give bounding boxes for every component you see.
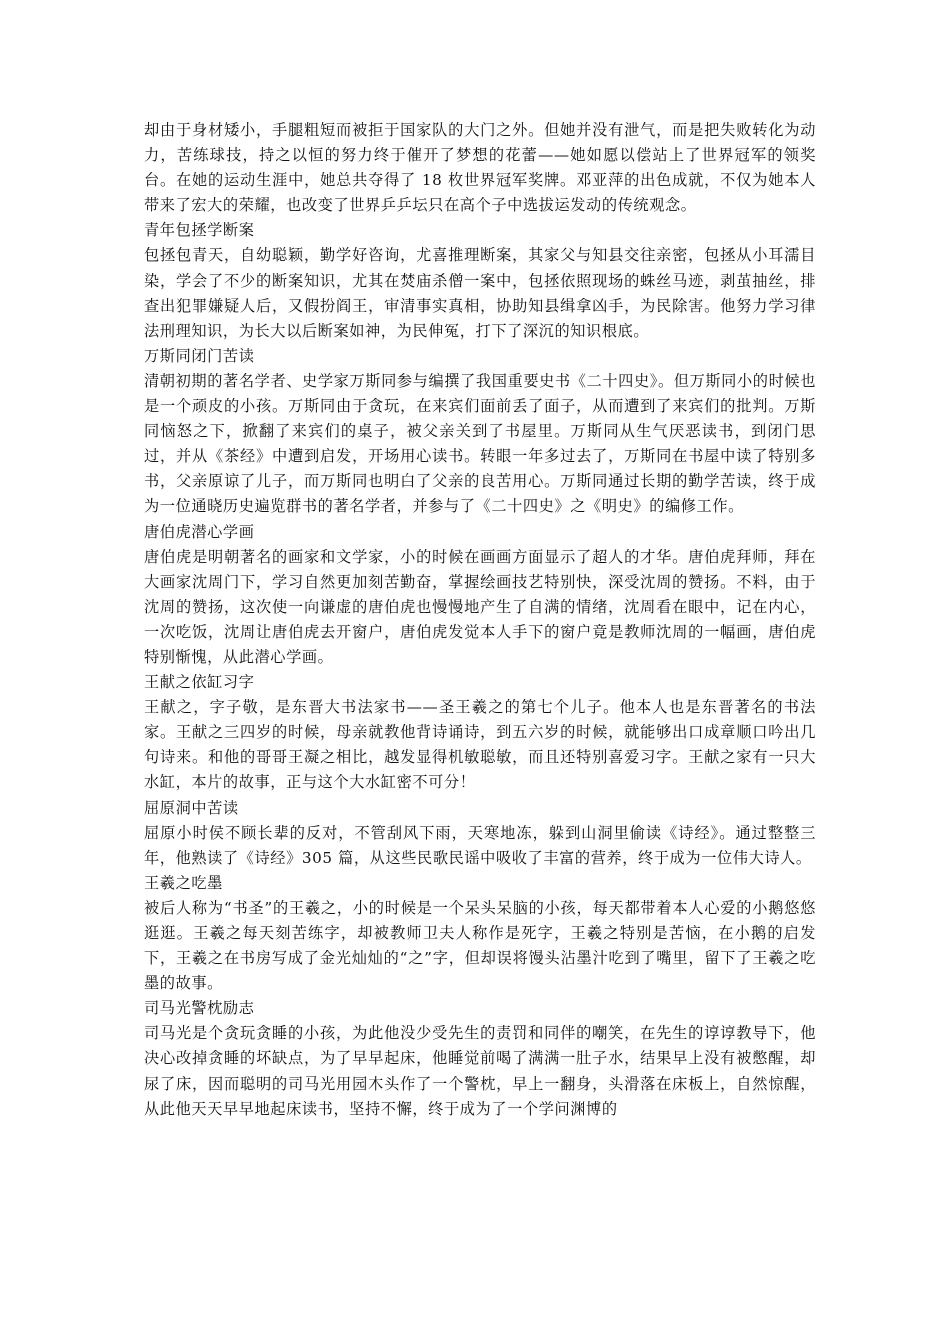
section-paragraph-bao-zheng: 包拯包青天，自幼聪颖，勤学好咨询，尤喜推理断案，其家父与知县交往亲密，包拯从小耳濡目染，学会了不少的断案知识，尤其在焚庙杀僧一案中，包拯依照现场的蛛丝马迹，剥茧抽丝，排查出犯罪嫌疑人后，又假扮阎王，审清事实真相，协助知县缉拿凶手，为民除害。他努力学习律法刑理知识，为长大以后断案如神，为民伸冤，打下了深沉的知识根底。 — [144, 246, 816, 340]
intro-paragraph: 却由于身材矮小，手腿粗短而被拒于国家队的大门之外。但她并没有泄气，而是把失败转化为动力，苦练球技，持之以恒的努力终于催开了梦想的花蕾——她如愿以偿站上了世界冠军的领奖台。在她的运动生涯中，她总共夺得了 18 枚世界冠军奖牌。邓亚萍的出色成就，不仅为她本人带来了宏大的荣耀，也改变了世界乒乒坛只在高个子中选拔运发动的传统观念。 — [144, 121, 816, 215]
section-heading-wang-xianzhi: 王献之依缸习字 — [144, 673, 255, 692]
section-heading-wan-sitong: 万斯同闭门苦读 — [144, 346, 255, 365]
section-paragraph-wang-xizhi: 被后人称为“书圣”的王羲之，小的时候是一个呆头呆脑的小孩，每天都带着本人心爱的小鹅悠悠逛逛。王羲之每天刻苦练字，却被教师卫夫人称作是死字，王羲之特别是苦恼，在小鹅的启发下，王羲之在书房写成了金光灿灿的“之”字，但却误将馒头沾墨汁吃到了嘴里，留下了王羲之吃墨的故事。 — [144, 898, 816, 993]
section-paragraph-tang-bohu: 唐伯虎是明朝著名的画家和文学家，小的时候在画画方面显示了超人的才华。唐伯虎拜师，拜在大画家沈周门下，学习自然更加刻苦勤奋，掌握绘画技艺特别快，深受沈周的赞扬。不料，由于沈周的赞扬，这次使一向谦虚的唐伯虎也慢慢地产生了自满的情绪，沈周看在眼中，记在内心，一次吃饭，沈周让唐伯虎去开窗户，唐伯虎发觉本人手下的窗户竟是教师沈周的一幅画，唐伯虎特别惭愧，从此潜心学画。 — [144, 547, 816, 666]
section-heading-sima-guang: 司马光警枕励志 — [144, 999, 255, 1018]
document-page — [144, 118, 816, 1122]
section-heading-qu-yuan: 屈原洞中苦读 — [144, 798, 239, 817]
section-paragraph-qu-yuan: 屈原小时侯不顾长辈的反对，不管刮风下雨，天寒地冻，躲到山洞里偷读《诗经》。通过整整三年，他熟读了《诗经》305 篇，从这些民歌民谣中吸收了丰富的营养，终于成为一位伟大诗人。 — [144, 823, 816, 867]
section-heading-bao-zheng: 青年包拯学断案 — [144, 221, 255, 240]
section-paragraph-sima-guang: 司马光是个贪玩贪睡的小孩，为此他没少受先生的责罚和同伴的嘲笑，在先生的谆谆教导下，他决心改掉贪睡的坏缺点，为了早早起床，他睡觉前喝了满满一肚子水，结果早上没有被憋醒，却尿了床，因而聪明的司马光用园木头作了一个警枕，早上一翻身，头滑落在床板上，自然惊醒，从此他天天早早地起床读书，坚持不懈，终于成为了一个学问渊博的 — [144, 1024, 816, 1118]
section-paragraph-wang-xianzhi: 王献之，字子敬，是东晋大书法家书——圣王羲之的第七个儿子。他本人也是东晋著名的书法家。王献之三四岁的时候，母亲就教他背诗诵诗，到五六岁的时候，就能够出口成章顺口吟出几句诗来。和他的哥哥王凝之相比，越发显得机敏聪敏，而且还特别喜爱习字。王献之家有一只大水缸，本片的故事，正与这个大水缸密不可分！ — [144, 698, 816, 792]
section-heading-wang-xizhi: 王羲之吃墨 — [144, 873, 223, 892]
section-heading-tang-bohu: 唐伯虎潜心学画 — [144, 522, 255, 541]
section-paragraph-wan-sitong: 清朝初期的著名学者、史学家万斯同参与编撰了我国重要史书《二十四史》。但万斯同小的时候也是一个顽皮的小孩。万斯同由于贪玩，在来宾们面前丢了面子，从而遭到了来宾们的批判。万斯同恼怒之下，掀翻了来宾们的桌子，被父亲关到了书屋里。万斯同从生气厌恶读书，到闭门思过，并从《茶经》中遭到启发，开场用心读书。转眼一年多过去了，万斯同在书屋中读了特别多书，父亲原谅了儿子，而万斯同也明白了父亲的良苦用心。万斯同通过长期的勤学苦读，终于成为一位通晓历史遍览群书的著名学者，并参与了《二十四史》之《明史》的编修工作。 — [144, 371, 816, 516]
